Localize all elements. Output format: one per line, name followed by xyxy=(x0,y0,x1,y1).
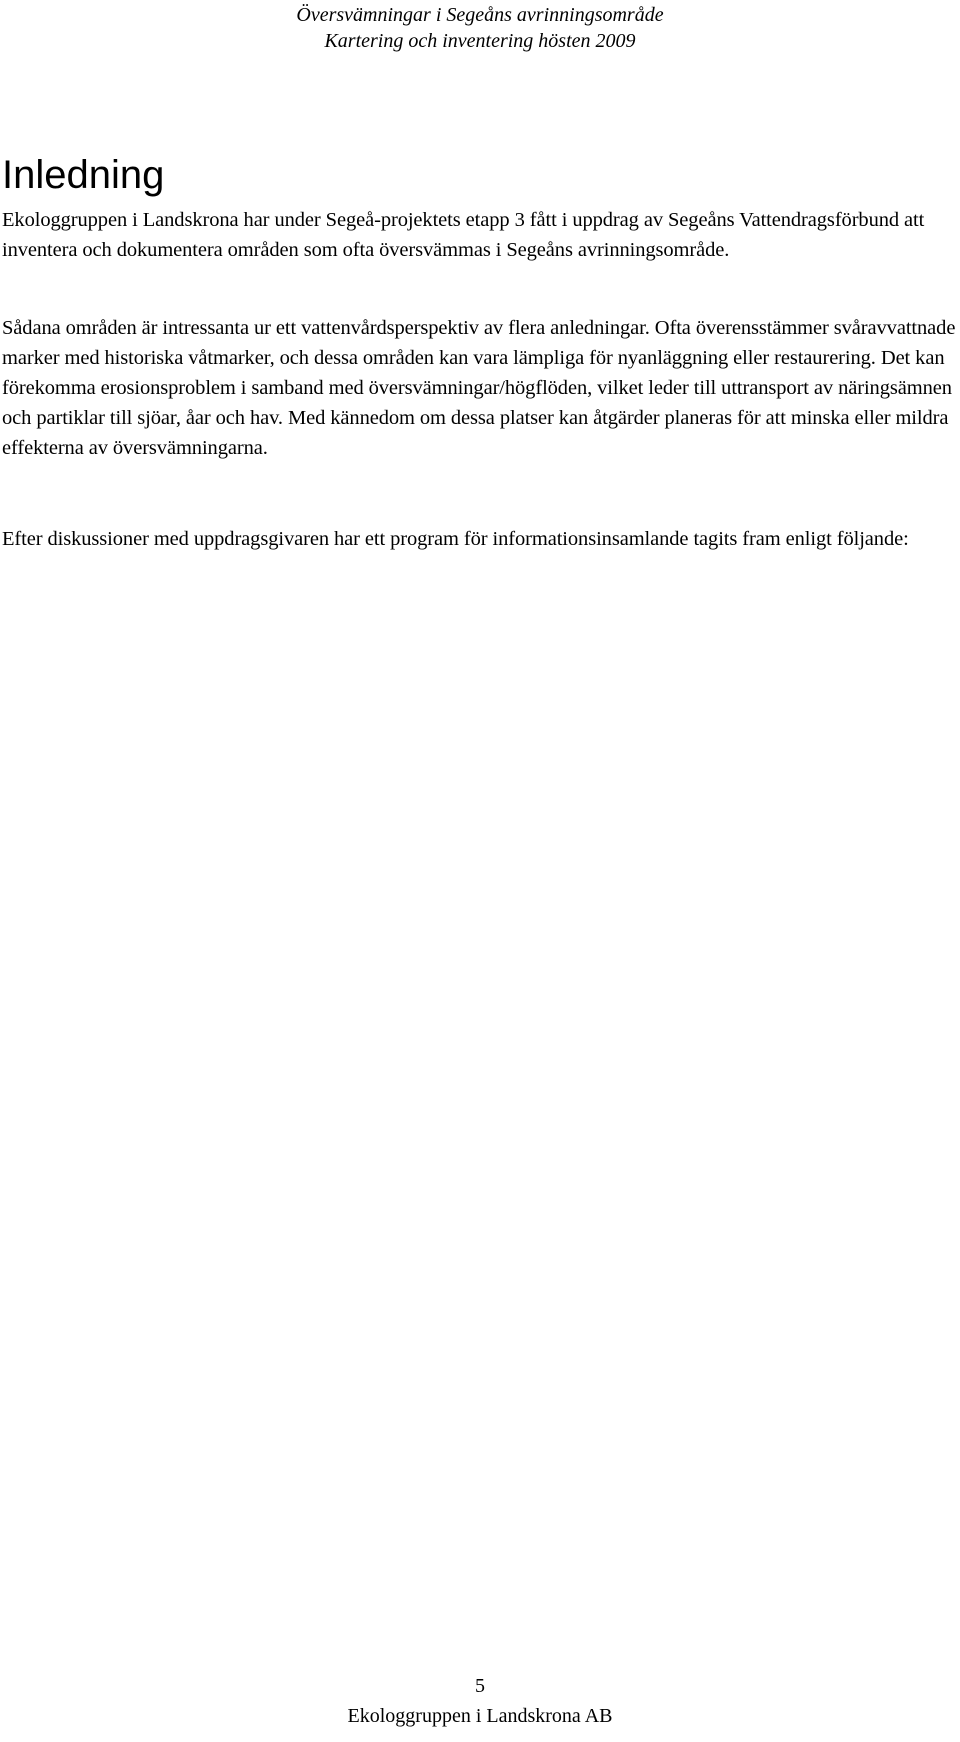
header-title: Översvämningar i Segeåns avrinningsområde xyxy=(296,4,664,26)
paragraph-program: Efter diskussioner med uppdragsgivaren har ett program för informationsinsamlande tagits fram enligt följande: xyxy=(2,528,909,550)
page-footer xyxy=(280,1671,680,1731)
footer-company: Ekologgruppen i Landskrona AB xyxy=(347,1705,613,1727)
header-subtitle: Kartering och inventering hösten 2009 xyxy=(324,30,636,52)
section-heading: Inledning xyxy=(2,153,165,197)
running-header xyxy=(260,2,700,54)
page-number: 5 xyxy=(475,1675,485,1697)
paragraph-intro: Ekologgruppen i Landskrona har under Segeå-projektets etapp 3 fått i uppdrag av Segeåns Vattendragsförbund att inventera och dokumentera områden som ofta översvämmas i Segeåns avrinningsområde. xyxy=(2,209,925,261)
paragraph-motivation: Sådana områden är intressanta ur ett vattenvårdsperspektiv av flera anledningar. Ofta överensstämmer svåravvattnade marker med historiska våtmarker, och dessa områden kan vara lämpliga för nyanläggning eller restaurering. Det kan förekomma erosionsproblem i samband med översvämningar/högflöden, vilket leder till uttransport av näringsämnen och partiklar till sjöar, åar och hav. Med kännedom om dessa platser kan åtgärder planeras för att minska eller mildra effekterna av översvämningarna. xyxy=(2,317,956,459)
